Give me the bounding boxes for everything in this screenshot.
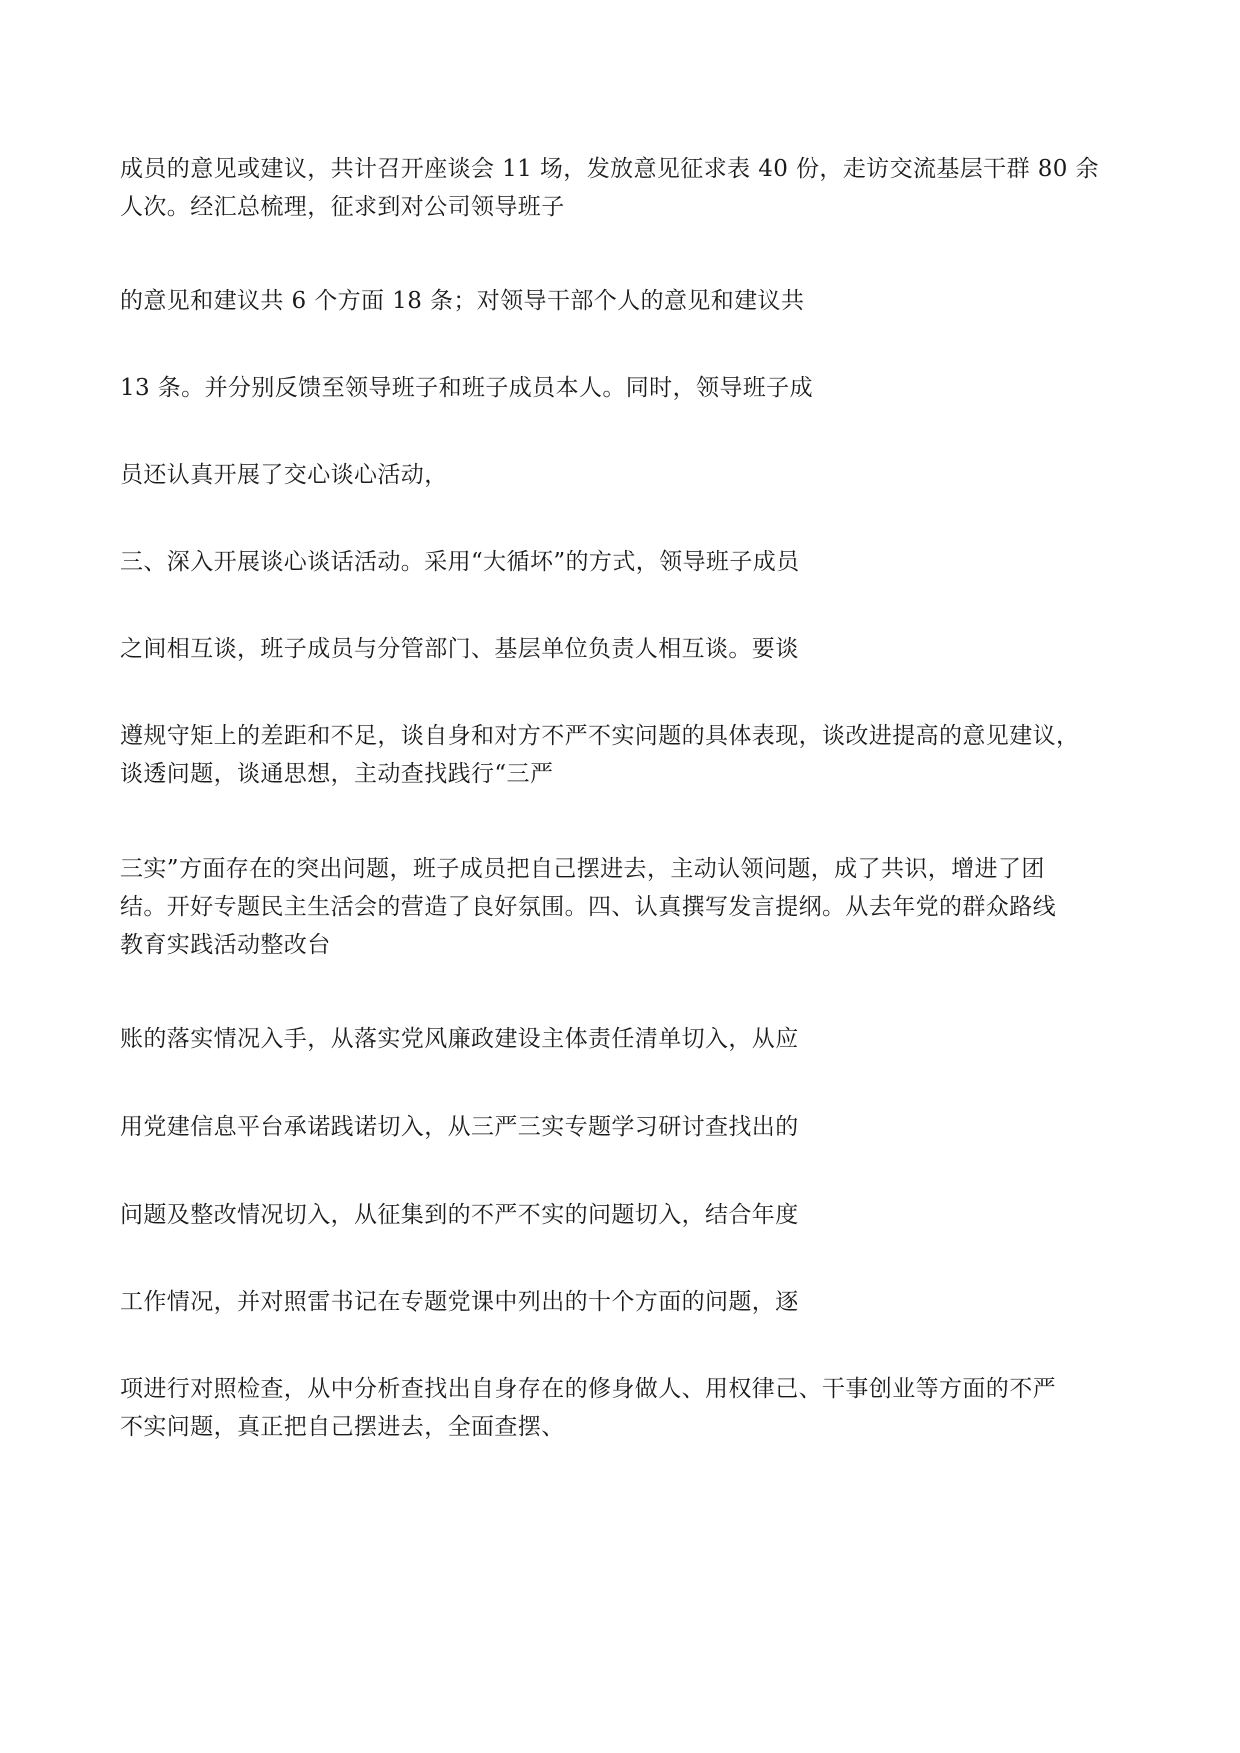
text-line: 工作情况，并对照雷书记在专题党课中列出的十个方面的问题，逐 [120, 1289, 799, 1315]
paragraph [120, 1020, 1135, 1058]
paragraph [120, 456, 1135, 494]
text-line: 教育实践活动整改台 [120, 932, 331, 958]
text-line: 员还认真开展了交心谈心活动， [120, 462, 448, 488]
paragraph [120, 1196, 1135, 1234]
paragraph [120, 1108, 1135, 1146]
text-line: 账的落实情况入手，从落实党风廉政建设主体责任清单切入，从应 [120, 1026, 799, 1052]
paragraph [120, 369, 1135, 407]
paragraph [120, 717, 1135, 793]
text-line: 三、深入开展谈心谈话活动。采用“大循坏”的方式，领导班子成员 [120, 549, 800, 575]
text-line: 项进行对照检查，从中分析查找出自身存在的修身做人、用权律己、干事创业等方面的不严 [120, 1376, 1056, 1402]
paragraph [120, 1283, 1135, 1321]
text-line: 13 条。并分别反馈至领导班子和班子成员本人。同时，领导班子成 [120, 375, 813, 401]
text-line: 问题及整改情况切入，从征集到的不严不实的问题切入，结合年度 [120, 1202, 799, 1228]
paragraph [120, 630, 1135, 668]
text-line: 谈透问题，谈通思想，主动查找践行“三严 [120, 761, 554, 787]
text-line: 之间相互谈，班子成员与分管部门、基层单位负责人相互谈。要谈 [120, 636, 799, 662]
paragraph [120, 282, 1135, 320]
paragraph [120, 850, 1135, 964]
paragraph [120, 150, 1135, 226]
text-line: 遵规守矩上的差距和不足，谈自身和对方不严不实问题的具体表现，谈改进提高的意见建议， [120, 723, 1080, 749]
paragraph [120, 1370, 1135, 1446]
text-line: 用党建信息平台承诺践诺切入，从三严三实专题学习研讨查找出的 [120, 1114, 799, 1140]
text-line: 的意见和建议共 6 个方面 18 条；对领导干部个人的意见和建议共 [120, 288, 805, 314]
text-line: 结。开好专题民主生活会的营造了良好氛围。四、认真撰写发言提纲。从去年党的群众路线 [120, 894, 1056, 920]
text-line: 成员的意见或建议，共计召开座谈会 11 场，发放意见征求表 40 份，走访交流基层干群 80 余 [120, 156, 1099, 182]
text-line: 不实问题，真正把自己摆进去，全面查摆、 [120, 1414, 565, 1440]
text-line: 人次。经汇总梳理，征求到对公司领导班子 [120, 194, 565, 220]
text-line: 三实”方面存在的突出问题，班子成员把自己摆进去，主动认领问题，成了共识，增进了团 [120, 856, 1045, 882]
paragraph [120, 543, 1135, 581]
